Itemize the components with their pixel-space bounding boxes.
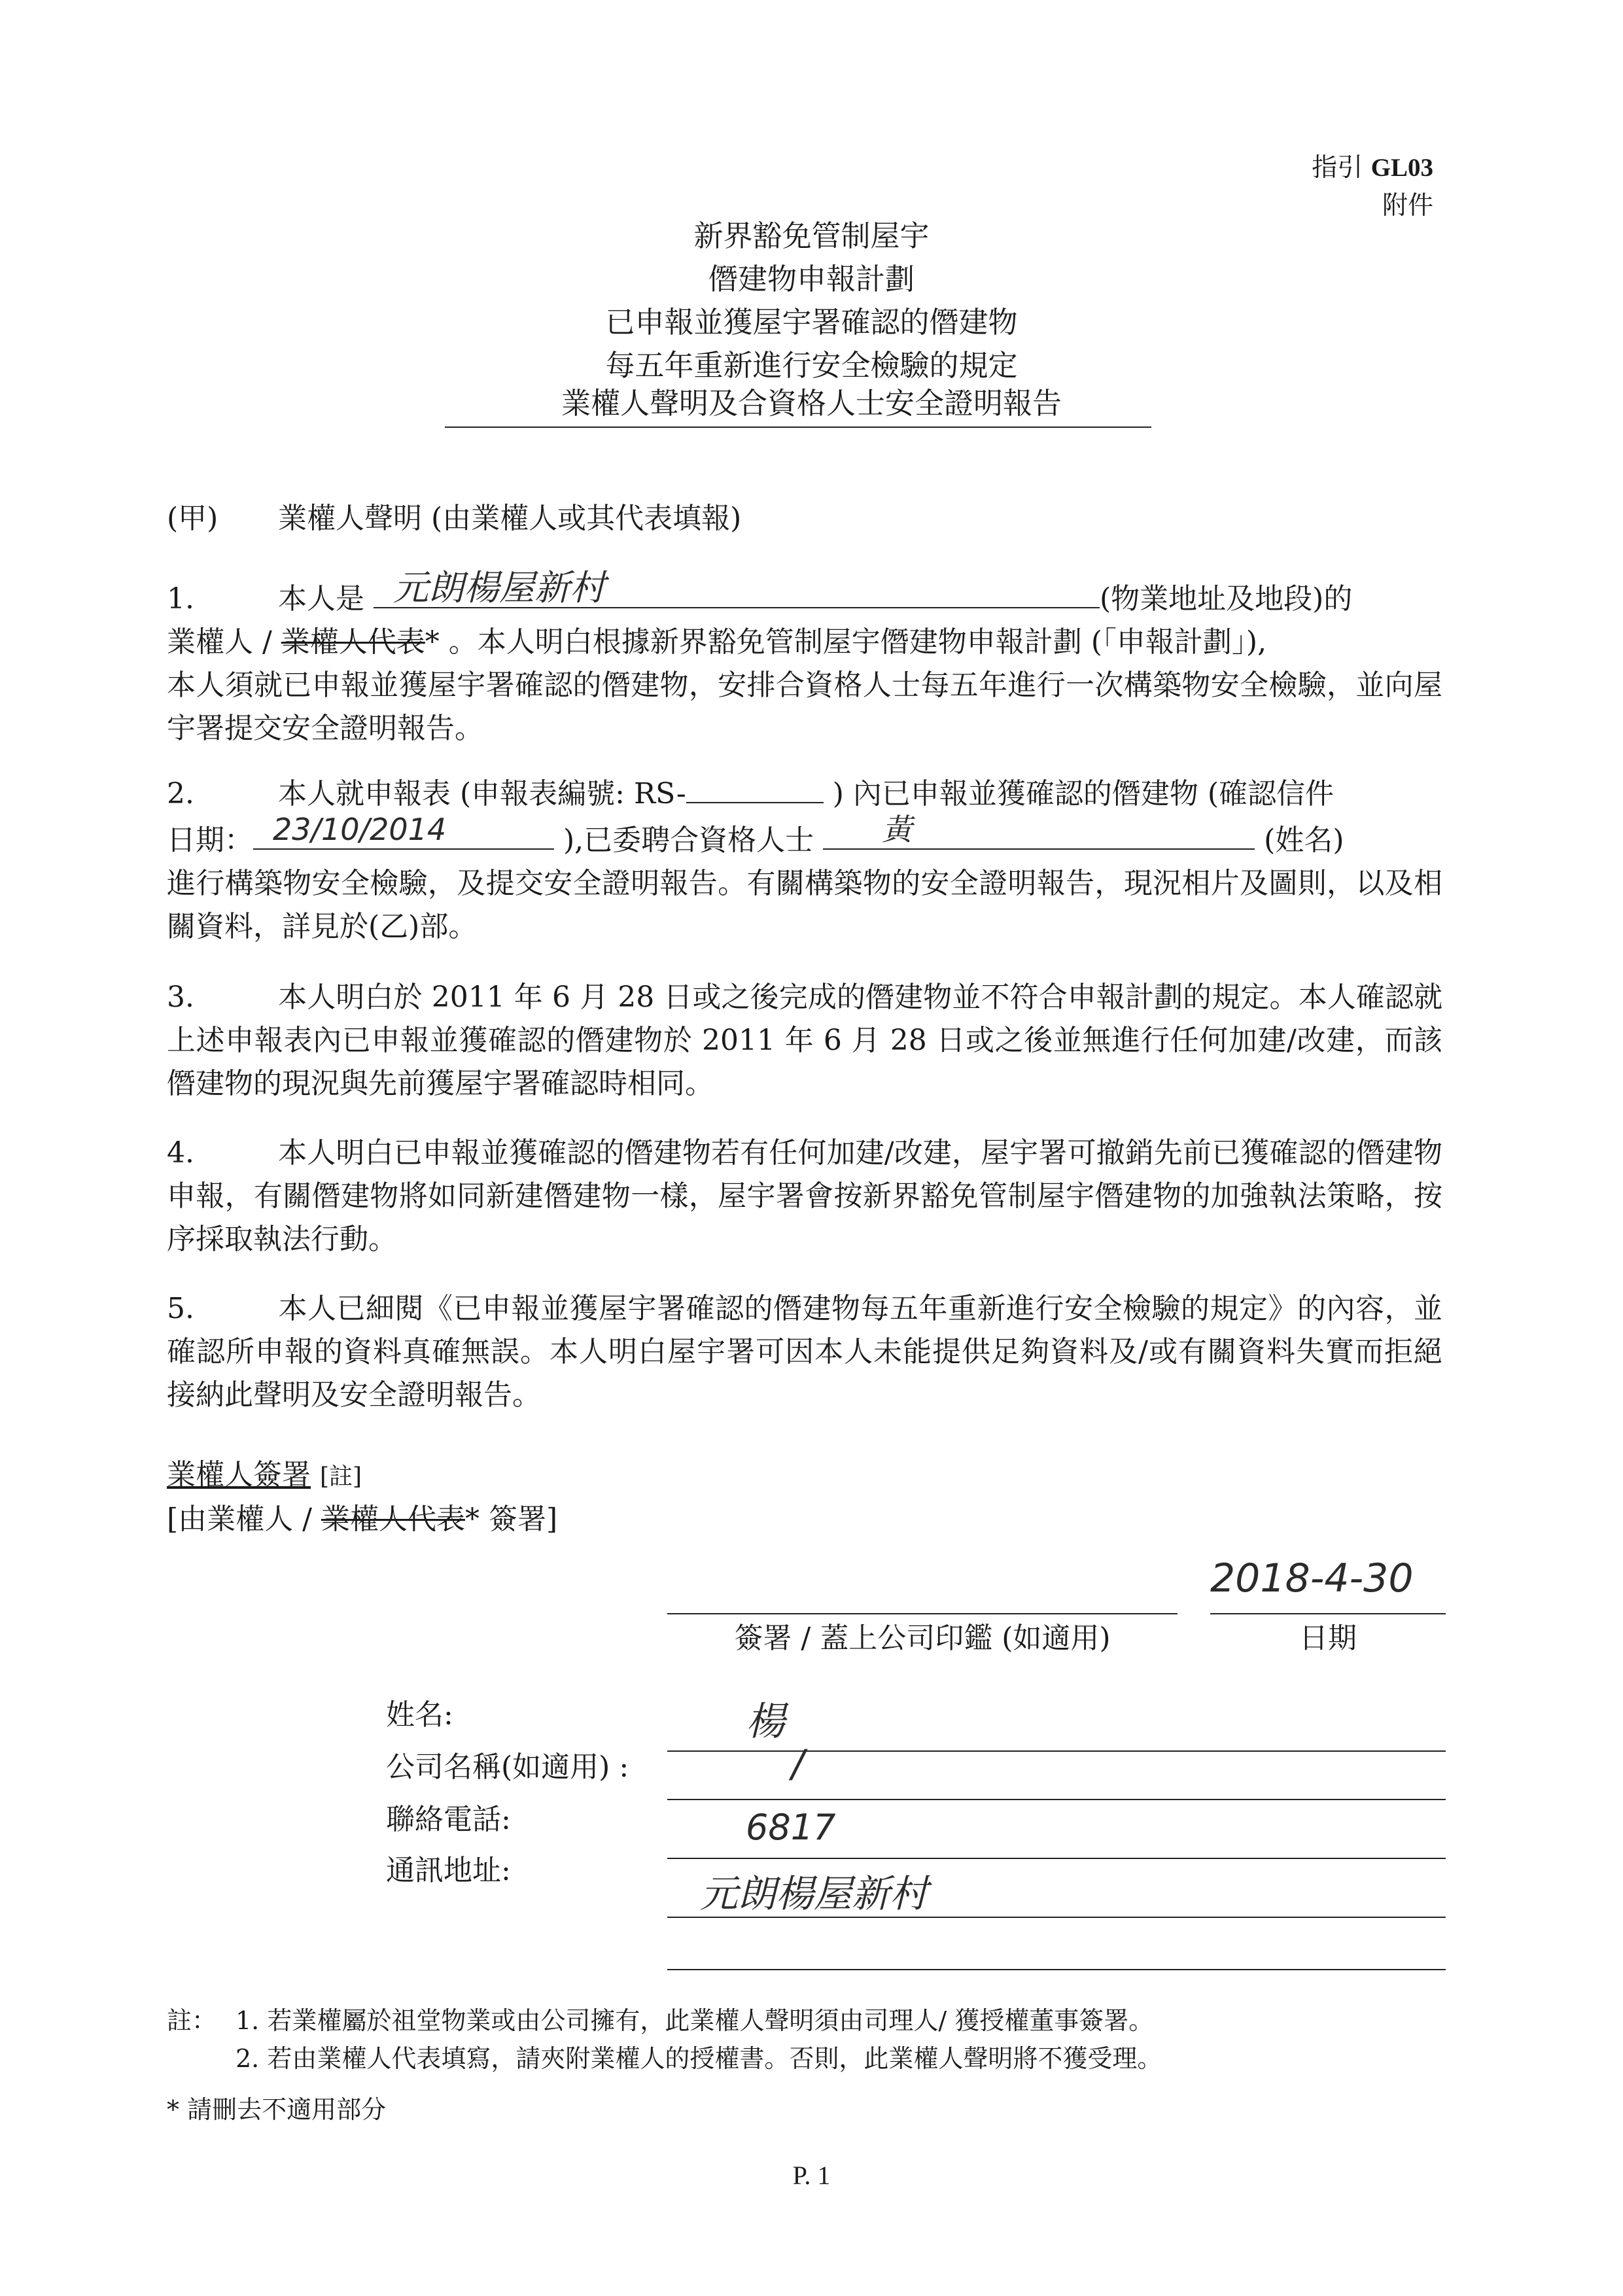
struck-representative: 業權人代表 [321,1503,465,1536]
section-a-heading [167,497,741,540]
p1-owner-option: 業權人 / [167,625,281,659]
handwritten-qualified-person: 黃 [882,812,913,847]
address-label: 通訊地址: [386,1854,511,1887]
p1-suffix: (物業地址及地段)的 [1100,582,1353,616]
handwritten-name: 楊 [746,1699,785,1745]
p2-name-suffix: (姓名) [1264,824,1344,857]
p4-text: 本人明白已申報並獲確認的僭建物若有任何加建/改建，屋宇署可撤銷先前已獲確認的僭建物申報，有關僭建物將如同新建僭建物一樣，屋宇署會按新界豁免管制屋宇僭建物的加強執法策略，按序採取執法行動。 [167,1136,1442,1256]
form-number-field[interactable] [686,769,824,803]
signed-by-owner: [由業權人 / [167,1503,321,1536]
paragraph-3 [167,976,1442,1105]
paragraph-number: 4. [167,1136,194,1170]
p2-appointed-text: ),已委聘合資格人士 [563,824,814,857]
paragraph-2 [167,769,1442,948]
company-label: 公司名稱(如適用) : [386,1750,629,1784]
signature-caption: 簽署 / 蓋上公司印鑑 (如適用) [734,1622,1111,1655]
signature-note-ref: [註] [320,1463,362,1490]
note-2: 2. 若由業權人代表填寫，請夾附業權人的授權書。否則，此業權人聲明將不獲受理。 [236,2044,1162,2073]
signature-by [167,1498,557,1541]
handwritten-company: / [792,1741,805,1786]
paragraph-number: 5. [167,1292,194,1325]
paragraph-number: 2. [167,777,194,810]
paragraph-4 [167,1132,1442,1261]
title-line-2: 僭建物申報計劃 [708,262,915,296]
date-caption: 日期 [1299,1622,1357,1655]
paragraph-number: 1. [167,582,194,616]
handwritten-address-contact: 元朗楊屋新村 [700,1871,928,1916]
title-rule [445,426,1151,428]
note-1: 1. 若業權屬於祖堂物業或由公司擁有，此業權人聲明須由司理人/ 獲授權董事簽署。 [236,2006,1154,2035]
address-line-2[interactable] [667,1969,1446,1970]
guide-label: 指引 [1312,153,1363,183]
address-line-1[interactable] [667,1917,1446,1918]
qualified-person-name-field[interactable] [823,812,1255,850]
date-line[interactable] [1210,1613,1446,1614]
title-line-3: 已申報並獲屋宇署確認的僭建物 [605,305,1018,339]
signature-heading [167,1453,362,1499]
phone-line[interactable] [667,1858,1446,1859]
name-label: 姓名: [386,1698,453,1731]
p2-rest: 進行構築物安全檢驗，及提交安全證明報告。有關構築物的安全證明報告，現況相片及圖則，以及相關資料，詳見於(乙)部。 [167,867,1442,943]
name-line[interactable] [667,1750,1446,1752]
paragraph-1 [167,567,1442,750]
signed-by-suffix: * 簽署] [464,1503,558,1536]
signature-line[interactable] [667,1613,1178,1614]
property-address-field[interactable] [374,567,1100,608]
page-number: P. 1 [792,2161,831,2190]
handwritten-signature-date: 2018-4-30 [1210,1556,1414,1601]
handwritten-address: 元朗楊屋新村 [393,567,605,608]
p2-date-label: 日期： [167,824,253,857]
p2-confirmed-text: ) 內已申報並獲確認的僭建物 (確認信件 [832,777,1335,810]
company-line[interactable] [667,1799,1446,1800]
section-a-title: 業權人聲明 (由業權人或其代表填報) [278,502,742,535]
delete-inapplicable-note: * 請刪去不適用部分 [167,2095,387,2124]
struck-owner-representative: 業權人代表 [281,625,425,659]
guide-code: GL03 [1370,154,1433,182]
section-a-label: (甲) [167,502,218,535]
handwritten-confirmation-date: 23/10/2014 [273,812,447,847]
p1-intro: 本人是 [278,582,364,616]
paragraph-number: 3. [167,981,194,1014]
phone-label: 聯絡電話: [386,1803,511,1836]
confirmation-date-field[interactable] [253,812,554,850]
document-reference [1312,149,1433,225]
title-line-4: 每五年重新進行安全檢驗的規定 [605,348,1018,383]
p3-text: 本人明白於 2011 年 6 月 28 日或之後完成的僭建物並不符合申報計劃的規定。本人確認就上述申報表內已申報並獲確認的僭建物於 2011 年 6 月 28 日或之後並無進行任何加建/改建，而該僭建物的現況與先前獲屋宇署確認時相同。 [167,981,1442,1100]
p1-rest: 本人須就已申報並獲屋宇署確認的僭建物，安排合資格人士每五年進行一次構築物安全檢驗，並向屋宇署提交安全證明報告。 [167,669,1442,745]
signature-title: 業權人簽署 [167,1458,311,1491]
title-line-1: 新界豁免管制屋宇 [693,218,930,253]
notes-label: 註： [167,2006,217,2035]
p5-text: 本人已細閱《已申報並獲屋宇署確認的僭建物每五年重新進行安全檢驗的規定》的內容，並確認所申報的資料真確無誤。本人明白屋宇署可因本人未能提供足夠資料及/或有關資料失實而拒絕接納此聲明及安全證明報告。 [167,1292,1442,1412]
paragraph-5 [167,1287,1442,1417]
annex-label: 附件 [1382,191,1433,220]
p2-form-number-label: 本人就申報表 (申報表編號: RS- [278,777,686,810]
handwritten-phone: 6817 [746,1807,836,1848]
title-line-5: 業權人聲明及合資格人士安全證明報告 [561,386,1062,421]
p1-line2: * 。本人明白根據新界豁免管制屋宇僭建物申報計劃 (「申報計劃」), [425,625,1267,659]
